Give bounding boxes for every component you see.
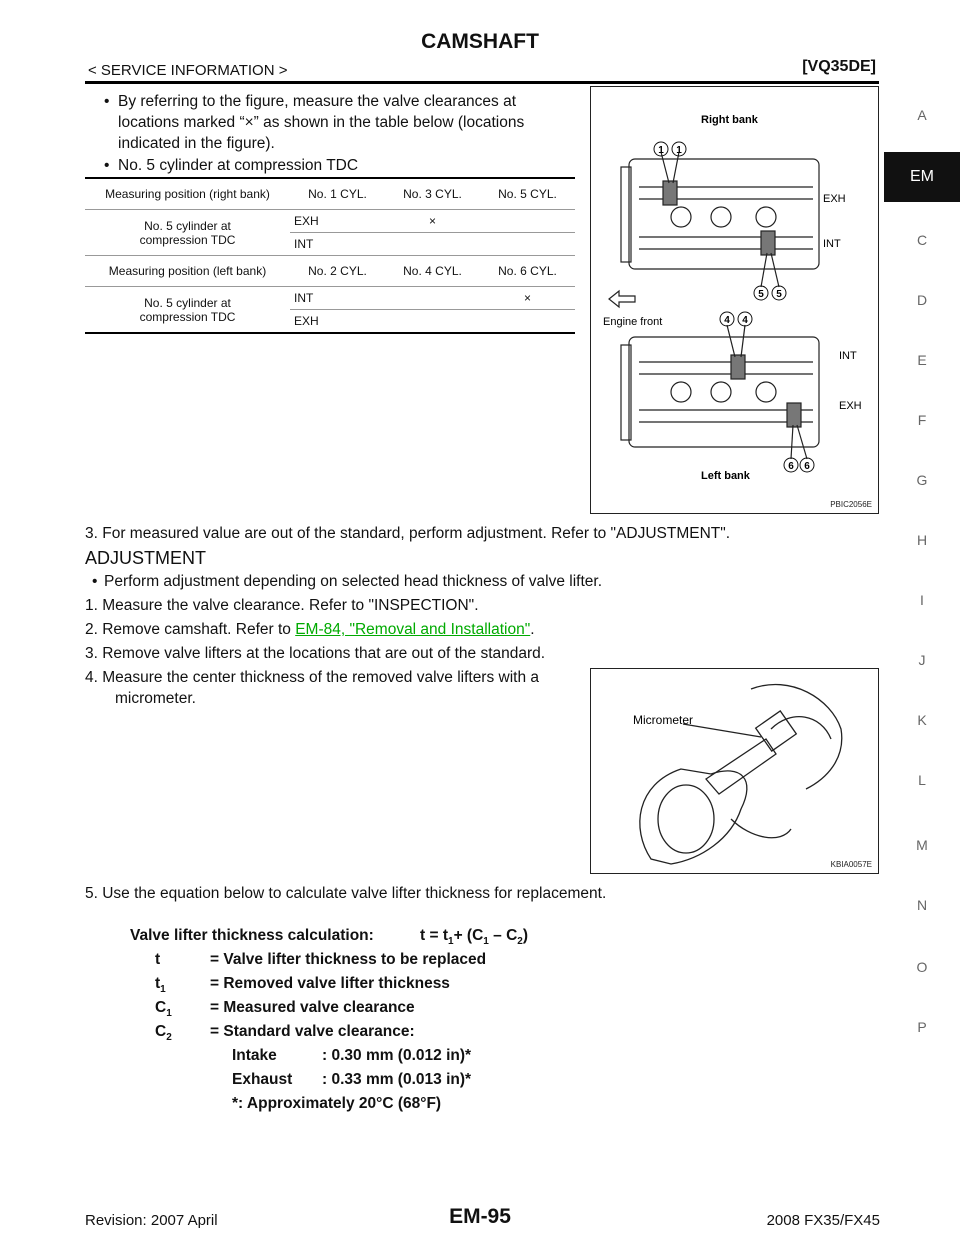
section-tab-4: E (917, 352, 927, 368)
section-tab-6: G (916, 472, 928, 488)
cylinder-head-drawing (591, 87, 878, 513)
formula-symbol (155, 950, 160, 976)
intro-bullet-2: No. 5 cylinder at compression TDC (118, 157, 359, 174)
symbol-letter: t (155, 951, 161, 968)
symbol-sub: 1 (160, 984, 166, 996)
cylinder-head-figure (590, 86, 879, 514)
intro-bullet-1-line-3: indicated in the figure). (118, 135, 275, 152)
removal-installation-link[interactable]: EM-84, "Removal and Installation" (295, 621, 531, 638)
section-label: < SERVICE INFORMATION > (88, 62, 288, 79)
right-bank-label: Right bank (701, 114, 758, 126)
table-header-cell: No. 5 CYL. (480, 178, 575, 210)
table-cell: × (480, 287, 575, 310)
table-header-cell: Measuring position (left bank) (85, 256, 290, 287)
formula-definition: = Standard valve clearance: (210, 1023, 415, 1040)
callout-marker: 1 (658, 145, 664, 156)
symbol-letter: t (155, 975, 161, 992)
table-row (85, 256, 575, 287)
callout-marker: 4 (742, 315, 748, 326)
table-header-cell: No. 2 CYL. (290, 256, 385, 287)
section-tab-15: P (917, 1019, 927, 1035)
adjustment-step-2 (85, 620, 535, 640)
section-tab-8: I (920, 592, 924, 608)
section-tab-1: EM (884, 152, 960, 202)
table-row (85, 210, 575, 233)
formula-symbol (155, 998, 172, 1024)
section-tab-7: H (916, 532, 928, 548)
table-header-cell: No. 1 CYL. (290, 178, 385, 210)
table-cell: INT (290, 233, 385, 256)
adjustment-step-3: 3. Remove valve lifters at the locations that are out of the standard. (85, 645, 546, 662)
table-cell (480, 210, 575, 233)
table-cell (480, 310, 575, 334)
bullet-marker: • (92, 573, 98, 590)
table-cell (385, 310, 480, 334)
bullet-marker: • (104, 157, 110, 174)
intake-label: Intake (232, 1047, 277, 1064)
table-header-cell: No. 4 CYL. (385, 256, 480, 287)
formula-definition: = Removed valve lifter thickness (210, 975, 450, 992)
table-cell: EXH (290, 310, 385, 334)
table-row (85, 178, 575, 210)
symbol-sub: 2 (166, 1032, 172, 1044)
formula-definition: = Measured valve clearance (210, 999, 415, 1016)
callout-marker: 6 (804, 461, 810, 472)
step-2-prefix: 2. Remove camshaft. Refer to (85, 621, 296, 638)
section-tab-10: K (917, 712, 927, 728)
section-tab-12: M (916, 837, 928, 853)
symbol-letter: C (155, 1023, 167, 1040)
revision-date: Revision: 2007 April (85, 1212, 218, 1229)
micrometer-figure (590, 668, 879, 874)
section-tab-2: C (916, 232, 928, 248)
equation-part: – C (488, 927, 518, 944)
intake-value: : 0.30 mm (0.012 in)* (322, 1047, 472, 1064)
equation-part: ) (522, 927, 529, 944)
engine-model: [VQ35DE] (802, 58, 876, 75)
table-cell (385, 233, 480, 256)
measuring-position-table (85, 177, 575, 334)
table-row (85, 287, 575, 310)
symbol-letter: C (155, 999, 167, 1016)
formula-definition: = Valve lifter thickness to be replaced (210, 951, 487, 968)
position-line: compression TDC (139, 232, 236, 247)
step-2-suffix: . (530, 621, 535, 638)
table-cell: × (385, 210, 480, 233)
section-tab-13: N (916, 897, 928, 913)
intro-bullet-1-line-1: By referring to the figure, measure the valve clearances at (118, 93, 517, 110)
exhaust-label: Exhaust (232, 1071, 293, 1088)
engine-front-label: Engine front (603, 316, 663, 328)
formula-symbol (155, 974, 166, 1000)
callout-marker: 4 (724, 315, 730, 326)
adjustment-heading: ADJUSTMENT (85, 548, 206, 568)
section-tab-5: F (917, 412, 927, 428)
exhaust-value: : 0.33 mm (0.013 in)* (322, 1071, 472, 1088)
bullet-marker: • (104, 93, 110, 110)
section-tab-11: L (918, 772, 926, 788)
equation-part: + (C (453, 927, 484, 944)
formula-equation (420, 926, 528, 952)
exh-label: EXH (823, 193, 846, 205)
page-number: EM-95 (449, 1205, 511, 1228)
position-line: compression TDC (139, 309, 236, 324)
table-cell: INT (290, 287, 385, 310)
temperature-note: *: Approximately 20°C (68°F) (232, 1095, 442, 1112)
header-rule (85, 81, 879, 84)
section-tab-3: D (916, 292, 928, 308)
equation-sub: 1 (483, 936, 489, 948)
vehicle-model: 2008 FX35/FX45 (766, 1212, 880, 1229)
adjustment-step-4-line-2: micrometer. (115, 690, 196, 707)
equation-part: t = t (420, 927, 448, 944)
position-line: No. 5 cylinder at (144, 218, 231, 233)
section-tab-0: A (917, 107, 927, 123)
page-title: CAMSHAFT (421, 30, 539, 53)
callout-marker: 5 (776, 289, 782, 300)
table-cell (85, 210, 290, 256)
int-label: INT (823, 238, 841, 250)
figure-code: KBIA0057E (830, 860, 872, 869)
table-cell (85, 287, 290, 334)
callout-marker: 6 (788, 461, 794, 472)
position-line: No. 5 cylinder at (144, 295, 231, 310)
section-tab-9: J (918, 652, 926, 668)
table-cell (480, 233, 575, 256)
table-header-cell: No. 3 CYL. (385, 178, 480, 210)
adjustment-bullet: Perform adjustment depending on selected head thickness of valve lifter. (104, 573, 603, 590)
intro-bullet-1-line-2: locations marked “×” as shown in the table below (locations (118, 114, 525, 131)
left-bank-label: Left bank (701, 470, 750, 482)
table-header-cell: No. 6 CYL. (480, 256, 575, 287)
callout-marker: 5 (758, 289, 764, 300)
table-cell (385, 287, 480, 310)
equation-sub: 1 (448, 936, 454, 948)
callout-marker: 1 (676, 145, 682, 156)
formula-title: Valve lifter thickness calculation: (130, 927, 374, 944)
micrometer-label: Micrometer (633, 713, 694, 727)
table-cell: EXH (290, 210, 385, 233)
exh-label: EXH (839, 400, 862, 412)
figure-code: PBIC2056E (830, 500, 872, 509)
int-label: INT (839, 350, 857, 362)
adjustment-step-1: 1. Measure the valve clearance. Refer to "INSPECTION". (85, 597, 479, 614)
equation-sub: 2 (517, 936, 523, 948)
adjustment-step-4-line-1: 4. Measure the center thickness of the removed valve lifters with a (85, 669, 540, 686)
adjustment-step-5: 5. Use the equation below to calculate valve lifter thickness for replacement. (85, 885, 607, 902)
table-header-cell: Measuring position (right bank) (85, 178, 290, 210)
section-tab-14: O (916, 959, 928, 975)
symbol-sub: 1 (166, 1008, 172, 1020)
formula-symbol (155, 1022, 172, 1048)
step-3-text: 3. For measured value are out of the standard, perform adjustment. Refer to "ADJUSTMENT". (85, 525, 731, 542)
micrometer-drawing (591, 669, 878, 873)
